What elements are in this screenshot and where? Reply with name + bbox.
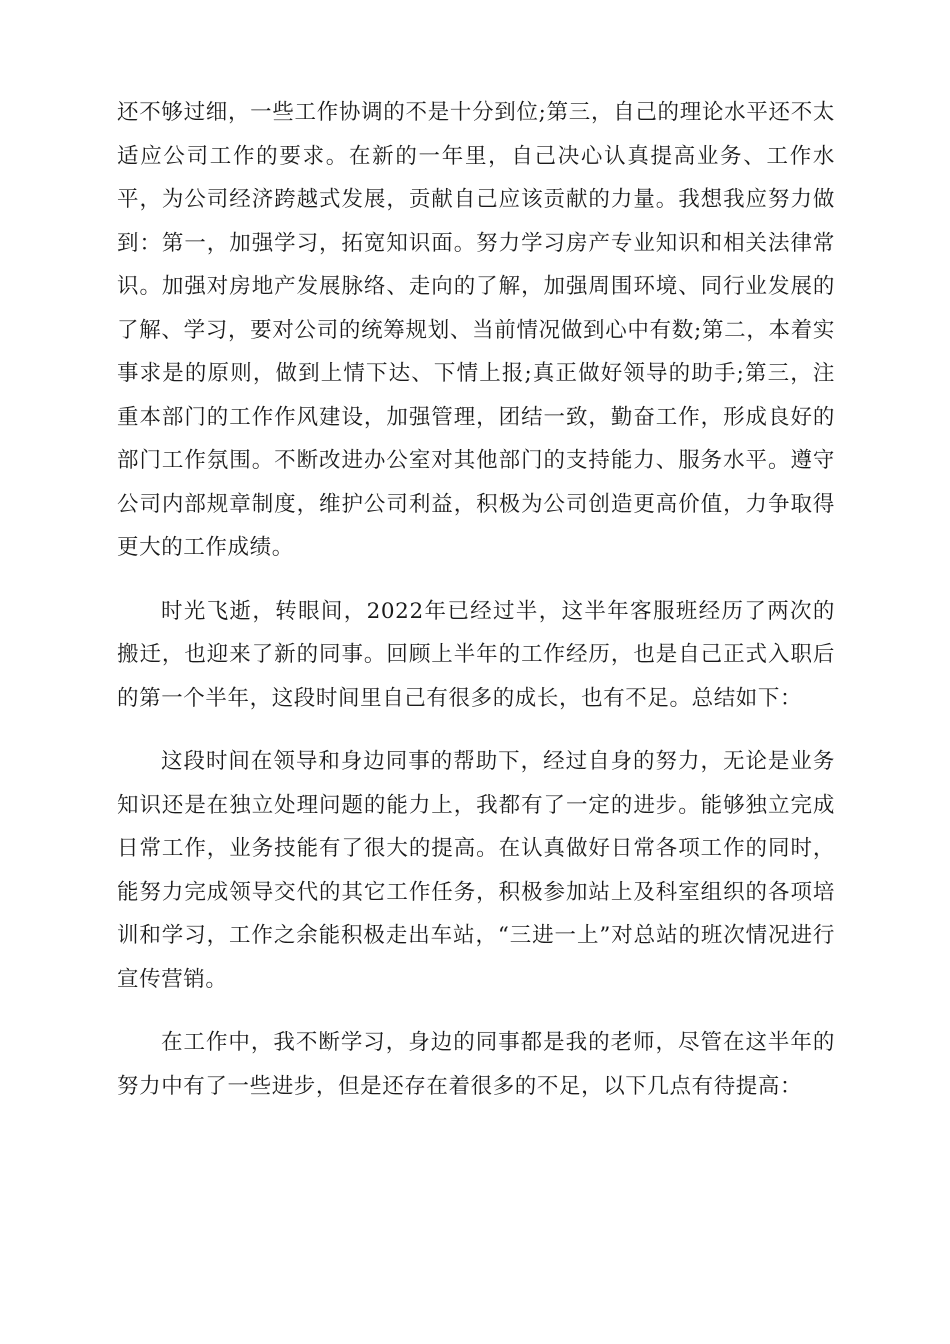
paragraph-continued: 还不够过细，一些工作协调的不是十分到位;第三，自己的理论水平还不太适应公司工作的要求。在新的一年里，自己决心认真提高业务、工作水平，为公司经济跨越式发展，贡献自己应该贡献的力量。我想我应努力做到：第一，加强学习，拓宽知识面。努力学习房产专业知识和相关法律常识。加强对房地产发展脉络、走向的了解，加强周围环境、同行业发展的了解、学习，要对公司的统筹规划、当前情况做到心中有数;第二，本着实事求是的原则，做到上情下达、下情上报;真正做好领导的助手;第三，注重本部门的工作作风建设，加强管理，团结一致，勤奋工作，形成良好的部门工作氛围。不断改进办公室对其他部门的支持能力、服务水平。遵守公司内部规章制度，维护公司利益，积极为公司创造更高价值，力争取得更大的工作成绩。 bbox=[117, 100, 835, 560]
paragraph-progress: 这段时间在领导和身边同事的帮助下，经过自身的努力，无论是业务知识还是在独立处理问题的能力上，我都有了一定的进步。能够独立完成日常工作，业务技能有了很大的提高。在认真做好日常各项工作的同时，能努力完成领导交代的其它工作任务，积极参加站上及科室组织的各项培训和学习，工作之余能积极走出车站，“三进一上”对总站的班次情况进行宣传营销。 bbox=[117, 749, 835, 992]
paragraph-shortcomings: 在工作中，我不断学习，身边的同事都是我的老师，尽管在这半年的努力中有了一些进步，但是还存在着很多的不足，以下几点有待提高： bbox=[117, 1030, 835, 1099]
document-body bbox=[117, 91, 835, 1128]
paragraph-half-year-intro: 时光飞逝，转眼间，2022年已经过半，这半年客服班经历了两次的搬迁，也迎来了新的同事。回顾上半年的工作经历，也是自己正式入职后的第一个半年，这段时间里自己有很多的成长，也有不足。总结如下： bbox=[117, 598, 835, 711]
